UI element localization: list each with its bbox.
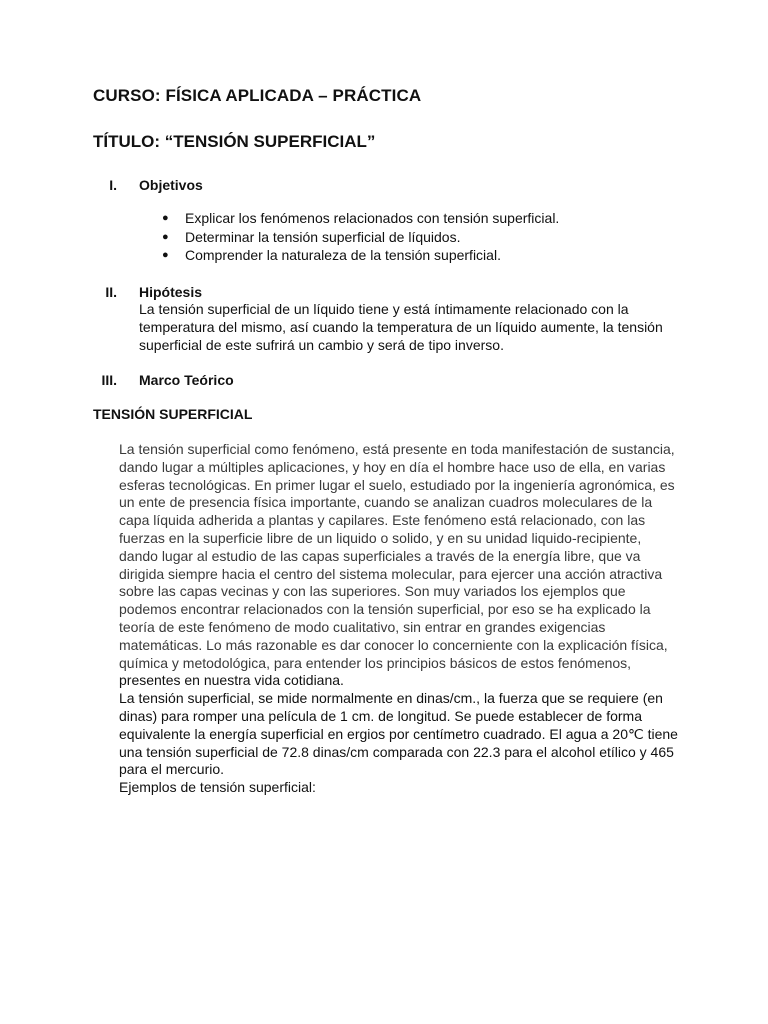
bullet-icon: ● (162, 230, 169, 243)
section-heading-marco-teorico: Marco Teórico (139, 372, 234, 388)
theory-paragraph-1 (119, 441, 699, 672)
section-heading-hipotesis: Hipótesis (139, 284, 203, 300)
objective-text: Explicar los fenómenos relacionados con tensión superficial. (185, 210, 560, 226)
hypothesis-line: superficial de este sufrirá un cambio y será de tipo inverso. (139, 337, 504, 353)
theory-line: La tensión superficial, se mide normalmente en dinas/cm., la fuerza que se requiere (en (119, 690, 663, 707)
theory-line: matemáticas. Lo más razonable es dar conocer lo concerniente con la explicación física, (119, 636, 668, 653)
list-item (139, 228, 559, 247)
hypothesis-line: temperatura del mismo, así cuando la temperatura de un líquido aumente, la tensión (139, 319, 663, 335)
theory-line: una tensión superficial de 72.8 dinas/cm comparada con 22.3 para el alcohol etílico y 465 (119, 743, 674, 760)
theory-line: dinas) para romper una película de 1 cm. de longitud. Se puede establecer de forma (119, 707, 642, 724)
list-item (139, 209, 559, 228)
subheading-tension-superficial: TENSIÓN SUPERFICIAL (93, 406, 253, 422)
theory-line: Ejemplos de tensión superficial: (119, 779, 316, 796)
theory-line: para el mercurio. (119, 761, 225, 778)
theory-body (119, 441, 699, 797)
section-heading-objetivos: Objetivos (139, 177, 203, 193)
theory-line: esferas tecnológicas. En primer lugar el suelo, estudiado por la ingeniería agronómica, es (119, 476, 675, 493)
objective-text: Determinar la tensión superficial de líquidos. (185, 228, 461, 245)
list-item (139, 246, 559, 265)
theory-line: capa líquida adherida a plantas y capilares. Este fenómeno está relacionado, con las (119, 512, 646, 529)
bullet-icon: ● (162, 212, 169, 224)
section-number-2: II. (105, 284, 117, 300)
theory-line: un ente de presencia física importante, cuando se analizan cuadros moleculares de la (119, 494, 653, 511)
theory-line: dando lugar al estudio de las capas superficiales a través de la energía libre, que va (119, 547, 641, 564)
course-heading: CURSO: FÍSICA APLICADA – PRÁCTICA (93, 86, 422, 105)
theory-line: dirigida siempre hacia el centro del sistema molecular, para ejercer una acción atractiva (119, 565, 663, 582)
hypothesis-paragraph (139, 300, 699, 354)
theory-line: fuerzas en la superficie libre de un liquido o solido, y en su unidad liquido-recipiente, (119, 529, 642, 546)
theory-line: La tensión superficial como fenómeno, está presente en toda manifestación de sustancia, (119, 441, 675, 457)
bullet-icon: ● (162, 249, 169, 261)
objectives-list (139, 209, 559, 265)
theory-line: teoría de este fenómeno de modo cualitativo, sin entrar en grandes exigencias (119, 618, 606, 635)
section-number-3: III. (101, 372, 117, 388)
section-number-1: I. (109, 177, 117, 193)
theory-line: sobre las capas vecinas y con las superiores. Son muy variados los ejemplos que (119, 583, 626, 600)
theory-line: equivalente la energía superficial en ergios por centímetro cuadrado. El agua a 20℃ tiene (119, 725, 678, 742)
theory-line: presentes en nuestra vida cotidiana. (119, 672, 344, 689)
theory-line: química y metodológica, para entender los principios básicos de estos fenómenos, (119, 654, 632, 671)
theory-line: podemos encontrar relacionados con la tensión superficial, por eso se ha explicado la (119, 601, 651, 618)
title-heading: TÍTULO: “TENSIÓN SUPERFICIAL” (93, 132, 376, 151)
hypothesis-line: La tensión superficial de un líquido tiene y está íntimamente relacionado con la (139, 301, 629, 317)
theory-paragraph-2 (119, 672, 699, 797)
theory-line: dando lugar a múltiples aplicaciones, y hoy en día el hombre hace uso de ella, en varias (119, 458, 666, 475)
objective-text: Comprender la naturaleza de la tensión superficial. (185, 247, 501, 263)
